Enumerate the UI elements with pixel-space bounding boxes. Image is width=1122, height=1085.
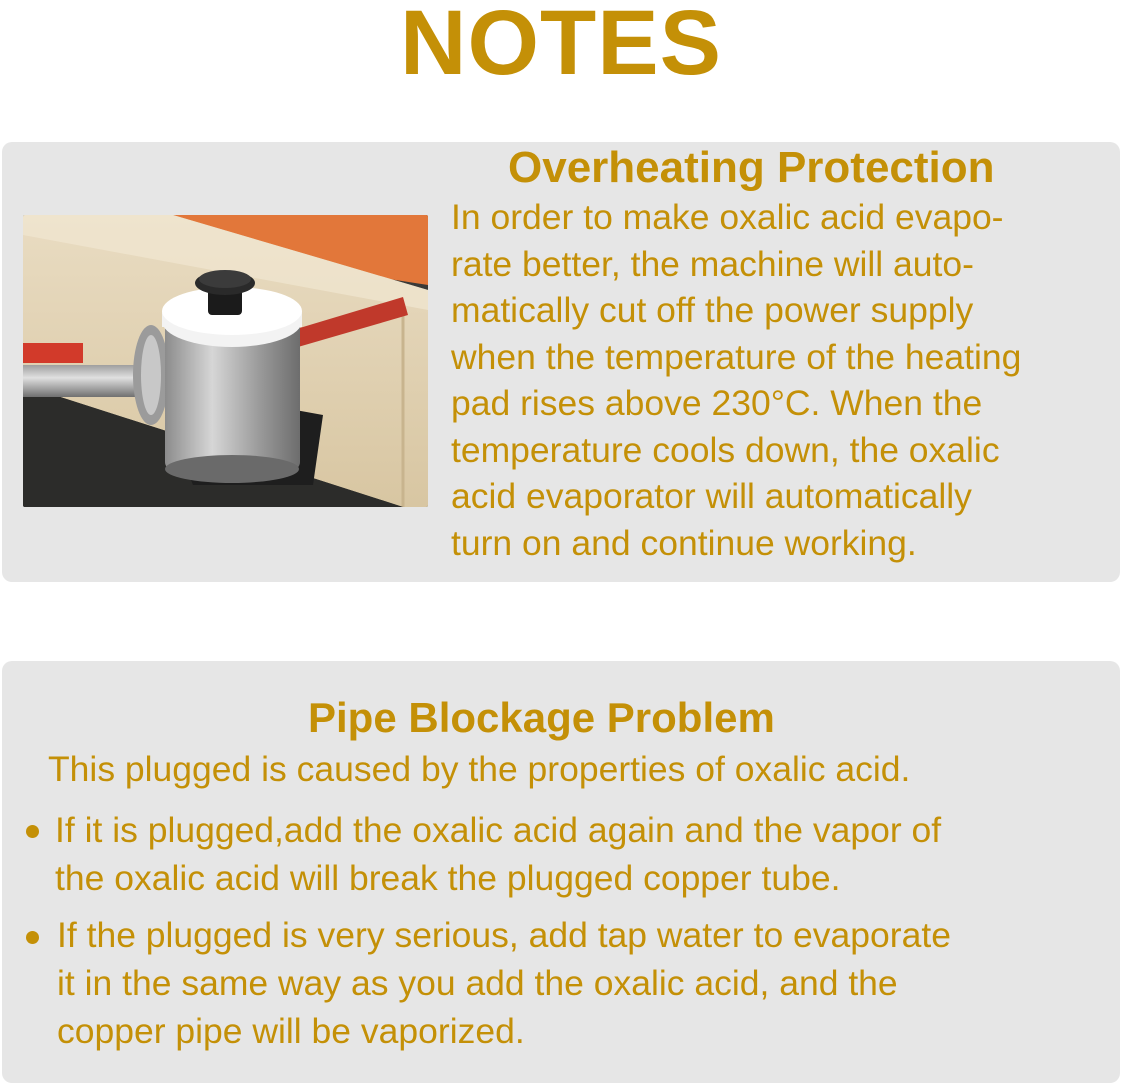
overheating-protection-heading: Overheating Protection <box>508 143 995 192</box>
text-line: rate better, the machine will auto- <box>451 243 974 284</box>
text-line: temperature cools down, the oxalic <box>451 429 1000 470</box>
text-line: turn on and continue working. <box>451 522 917 563</box>
text-line: In order to make oxalic acid evapo- <box>451 197 1004 237</box>
text-line: matically cut off the power supply <box>451 290 974 330</box>
evaporator-photo <box>23 215 428 507</box>
text-line: copper pipe will be vaporized. <box>57 1011 525 1051</box>
pipe-blockage-intro: This plugged is caused by the properties of oxalic acid. <box>48 749 911 789</box>
text-line: when the temperature of the heating <box>451 336 1022 377</box>
bullet-dot-icon <box>26 825 39 838</box>
text-line: If the plugged is very serious, add tap water to evaporate <box>57 915 951 955</box>
overheating-protection-text <box>451 194 1021 566</box>
bullet-item <box>55 806 941 902</box>
text-line: pad rises above 230°C. When the <box>451 383 983 423</box>
text-line: If it is plugged,add the oxalic acid again and the vapor of <box>55 810 942 850</box>
text-line: it in the same way as you add the oxalic acid, and the <box>57 963 898 1003</box>
pipe-blockage-heading: Pipe Blockage Problem <box>308 694 775 741</box>
bullet-item <box>57 911 951 1055</box>
text-line: acid evaporator will automatically <box>451 476 972 516</box>
bullet-dot-icon <box>26 931 39 944</box>
text-line: the oxalic acid will break the plugged copper tube. <box>55 858 841 898</box>
page-title: NOTES <box>400 0 722 94</box>
